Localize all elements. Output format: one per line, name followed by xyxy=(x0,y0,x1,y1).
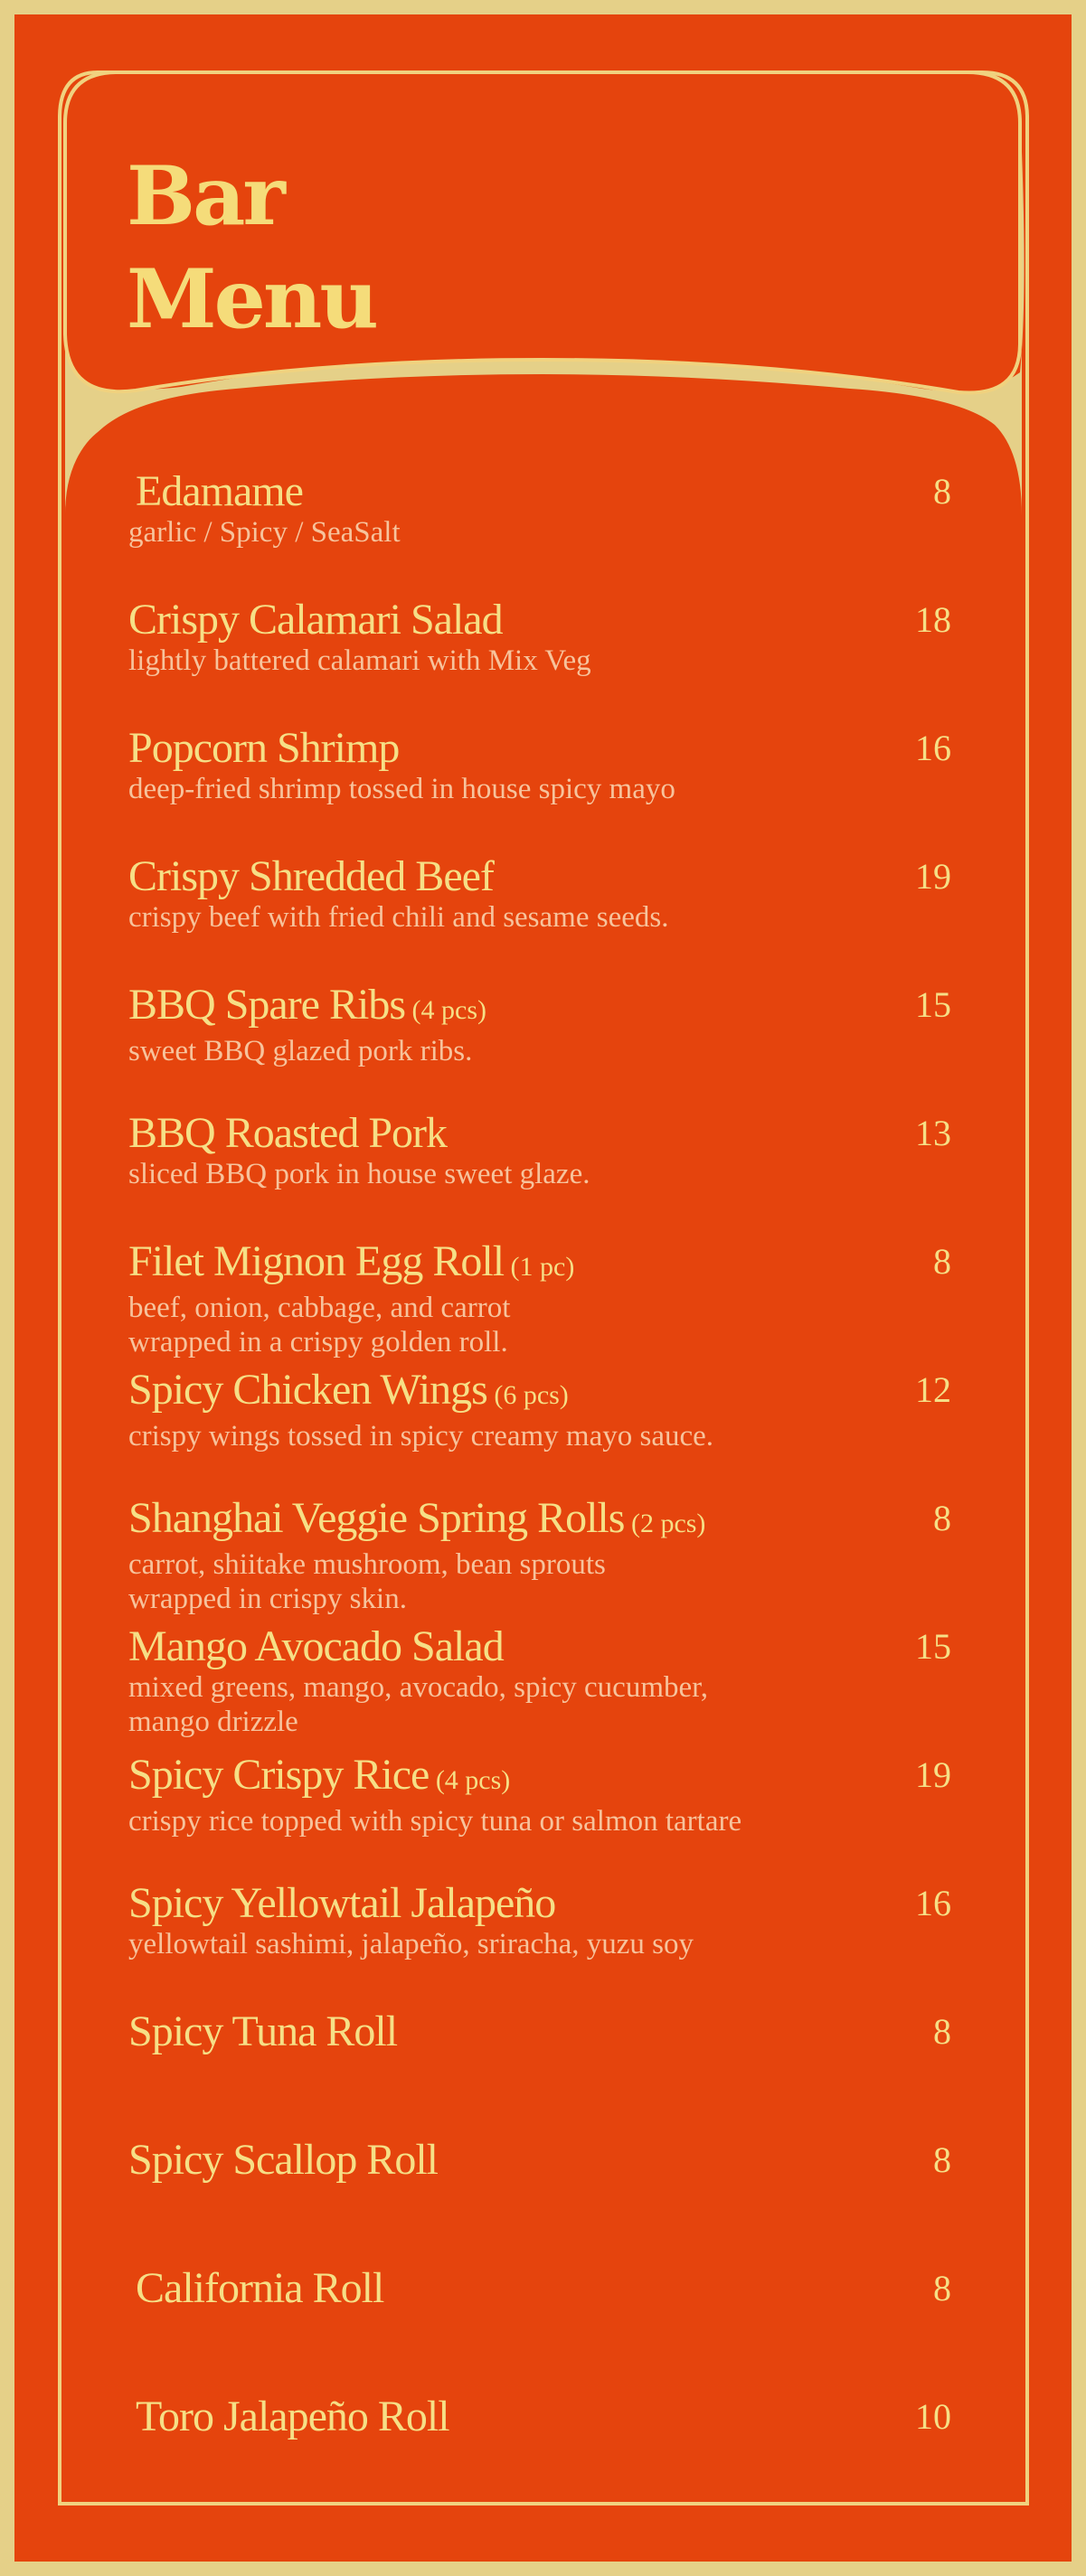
menu-item-name xyxy=(128,2393,951,2440)
menu-item-description: crispy rice topped with spicy tuna or salmon tartare xyxy=(128,1805,742,1838)
menu-item-name xyxy=(128,1367,951,1419)
menu-item-name-text: Spicy Scallop Roll xyxy=(128,2136,438,2184)
menu-item-description: garlic / Spicy / SeaSalt xyxy=(128,516,401,549)
menu-item xyxy=(128,2393,951,2440)
menu-item-portion-note: (6 pcs) xyxy=(486,1380,569,1410)
menu-item-description: beef, onion, cabbage, and carrot wrapped in a crispy golden roll. xyxy=(128,1292,511,1359)
menu-item xyxy=(128,468,951,550)
menu-item xyxy=(128,1752,951,1838)
menu-item-name xyxy=(128,853,951,900)
menu-item-description: carrot, shiitake mushroom, bean sprouts wrapped in crispy skin. xyxy=(128,1548,606,1615)
menu-item-name-text: BBQ Roasted Pork xyxy=(128,1109,448,1157)
menu-item-name-text: Spicy Yellowtail Jalapeño xyxy=(128,1879,556,1927)
menu-item-name xyxy=(128,1752,951,1804)
menu-item-price: 16 xyxy=(915,728,951,768)
menu-item xyxy=(128,853,951,935)
menu-item-name-text: Shanghai Veggie Spring Rolls xyxy=(128,1494,625,1542)
menu-item-price: 12 xyxy=(915,1369,951,1410)
menu-item-name xyxy=(128,1623,951,1670)
menu-item xyxy=(128,1238,951,1359)
menu-item xyxy=(128,1495,951,1616)
menu-item xyxy=(128,2265,951,2312)
menu-item-name xyxy=(128,597,951,644)
menu-item-description: deep-fried shrimp tossed in house spicy mayo xyxy=(128,773,675,805)
menu-item-name xyxy=(128,1495,951,1547)
menu-item xyxy=(128,982,951,1068)
menu-item-price: 19 xyxy=(915,1754,951,1795)
menu-item-price: 8 xyxy=(933,1498,951,1538)
menu-item xyxy=(128,597,951,678)
menu-item-description: lightly battered calamari with Mix Veg xyxy=(128,644,591,677)
menu-item-price: 8 xyxy=(933,471,951,512)
menu-item xyxy=(128,1880,951,1961)
menu-item-name xyxy=(128,1880,951,1927)
menu-item-description: sweet BBQ glazed pork ribs. xyxy=(128,1035,473,1067)
menu-item-name-text: Spicy Crispy Rice xyxy=(128,1751,430,1799)
menu-item-name xyxy=(128,982,951,1034)
menu-item-portion-note: (2 pcs) xyxy=(624,1509,706,1538)
menu-item-description: yellowtail sashimi, jalapeño, sriracha, yuzu soy xyxy=(128,1928,694,1960)
menu-item-name xyxy=(128,468,951,515)
menu-item-name xyxy=(128,2137,951,2184)
menu-item-name xyxy=(128,725,951,772)
menu-item xyxy=(128,2008,951,2055)
menu-item-name-text: Popcorn Shrimp xyxy=(128,724,400,772)
menu-item-price: 19 xyxy=(915,856,951,897)
menu-item-portion-note: (4 pcs) xyxy=(405,995,486,1025)
menu-item-price: 13 xyxy=(915,1113,951,1153)
menu-item xyxy=(128,1110,951,1191)
menu-title xyxy=(127,145,376,351)
menu-item-portion-note: (1 pc) xyxy=(504,1252,575,1282)
menu-item-price: 8 xyxy=(933,2268,951,2308)
menu-item-name-text: Edamame xyxy=(136,467,303,515)
menu-title-line-2: Menu xyxy=(127,251,376,347)
menu-item-name-text: Mango Avocado Salad xyxy=(128,1622,504,1670)
menu-item-name xyxy=(128,2008,951,2055)
menu-item xyxy=(128,725,951,806)
menu-item-price: 8 xyxy=(933,2011,951,2052)
menu-item-name-text: Spicy Tuna Roll xyxy=(128,2007,398,2055)
menu-item-price: 16 xyxy=(915,1883,951,1923)
menu-item-name-text: Crispy Calamari Salad xyxy=(128,596,503,644)
menu-item-price: 10 xyxy=(915,2396,951,2437)
menu-item-name-text: Crispy Shredded Beef xyxy=(128,852,494,900)
menu-item xyxy=(128,1367,951,1453)
menu-item-description: sliced BBQ pork in house sweet glaze. xyxy=(128,1158,590,1190)
menu-item-name-text: Filet Mignon Egg Roll xyxy=(128,1237,505,1285)
menu-item-price: 15 xyxy=(915,984,951,1025)
menu-item-name xyxy=(128,1238,951,1291)
menu-item-portion-note: (4 pcs) xyxy=(429,1765,511,1795)
menu-title-line-1: Bar xyxy=(127,148,283,244)
menu-item-price: 8 xyxy=(933,1241,951,1282)
menu-item xyxy=(128,1623,951,1739)
menu-item-price: 15 xyxy=(915,1626,951,1667)
menu-item-name xyxy=(128,2265,951,2312)
menu-item-name xyxy=(128,1110,951,1157)
menu-item-name-text: BBQ Spare Ribs xyxy=(128,981,406,1029)
menu-item-description: mixed greens, mango, avocado, spicy cucumber, mango drizzle xyxy=(128,1671,709,1738)
menu-item xyxy=(128,2137,951,2184)
menu-item-name-text: Toro Jalapeño Roll xyxy=(136,2393,449,2440)
menu-item-name-text: Spicy Chicken Wings xyxy=(128,1366,487,1414)
menu-item-price: 18 xyxy=(915,599,951,640)
menu-item-description: crispy wings tossed in spicy creamy mayo sauce. xyxy=(128,1420,714,1453)
menu-item-description: crispy beef with fried chili and sesame seeds. xyxy=(128,901,669,934)
menu-item-name-text: California Roll xyxy=(136,2264,384,2312)
menu-item-price: 8 xyxy=(933,2139,951,2180)
